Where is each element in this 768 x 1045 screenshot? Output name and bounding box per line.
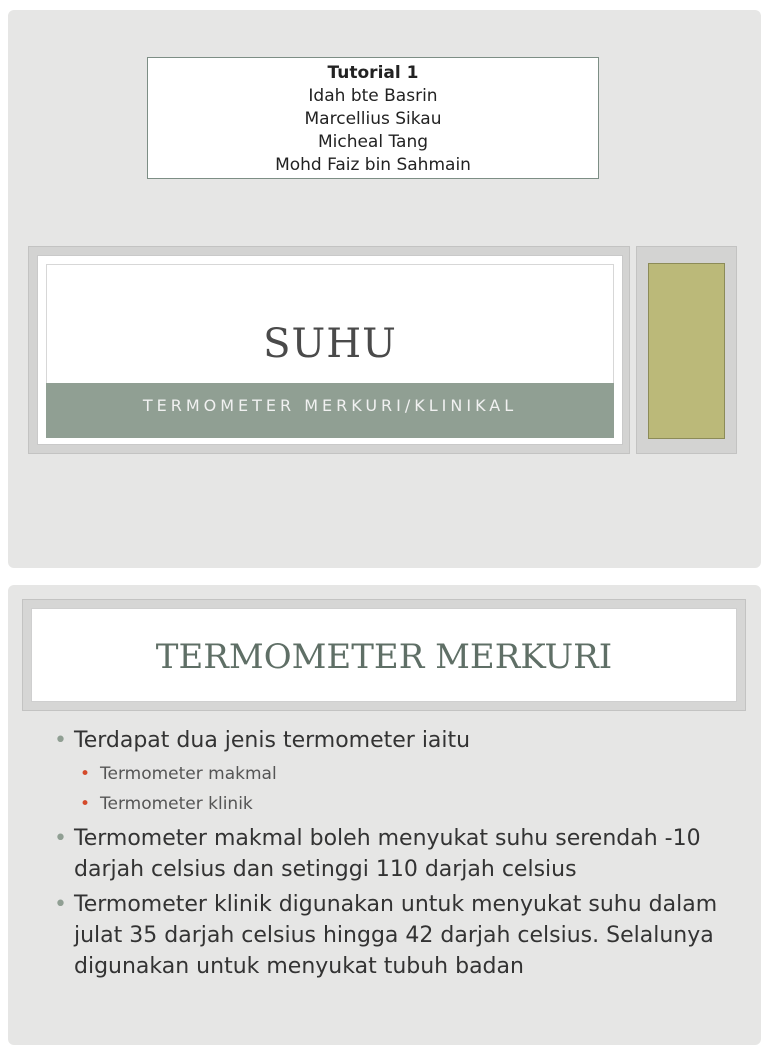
author-info-box bbox=[147, 57, 599, 179]
sub-bullet-list bbox=[74, 759, 724, 819]
header-card bbox=[31, 608, 737, 702]
title-frame bbox=[28, 246, 630, 454]
author-name: Micheal Tang bbox=[317, 132, 429, 152]
bullet-text: Termometer makmal boleh menyukat suhu serendah -10 darjah celsius dan setinggi 110 darjah celsius bbox=[74, 826, 701, 882]
tutorial-title: Tutorial 1 bbox=[327, 63, 419, 83]
bullet-text: Termometer klinik digunakan untuk menyukat suhu dalam julat 35 darjah celsius hingga 42 darjah celsius. Selalunya digunakan untuk menyukat tubuh badan bbox=[74, 892, 718, 979]
slide-subtitle: TERMOMETER MERKURI/KLINIKAL bbox=[46, 383, 614, 438]
bullet-text: Terdapat dua jenis termometer iaitu bbox=[74, 728, 471, 753]
author-name: Marcellius Sikau bbox=[304, 109, 442, 129]
sub-bullet-item: • Termometer makmal bbox=[74, 759, 724, 789]
bullet-item bbox=[54, 889, 724, 982]
slide-2 bbox=[8, 585, 761, 1045]
author-name: Mohd Faiz bin Sahmain bbox=[275, 155, 471, 175]
slide-heading: TERMOMETER MERKURI bbox=[155, 637, 613, 677]
slide-title: SUHU bbox=[263, 321, 397, 367]
author-name: Idah bte Basrin bbox=[308, 86, 438, 106]
title-area bbox=[46, 264, 614, 383]
bullet-item bbox=[54, 823, 724, 885]
sub-bullet-item: • Termometer klinik bbox=[74, 789, 724, 819]
bullet-list bbox=[54, 725, 724, 986]
header-frame bbox=[22, 599, 746, 711]
slide-1 bbox=[8, 10, 761, 568]
bullet-item bbox=[54, 725, 724, 819]
side-accent-frame bbox=[636, 246, 737, 454]
title-card bbox=[37, 255, 623, 445]
accent-block bbox=[648, 263, 725, 439]
